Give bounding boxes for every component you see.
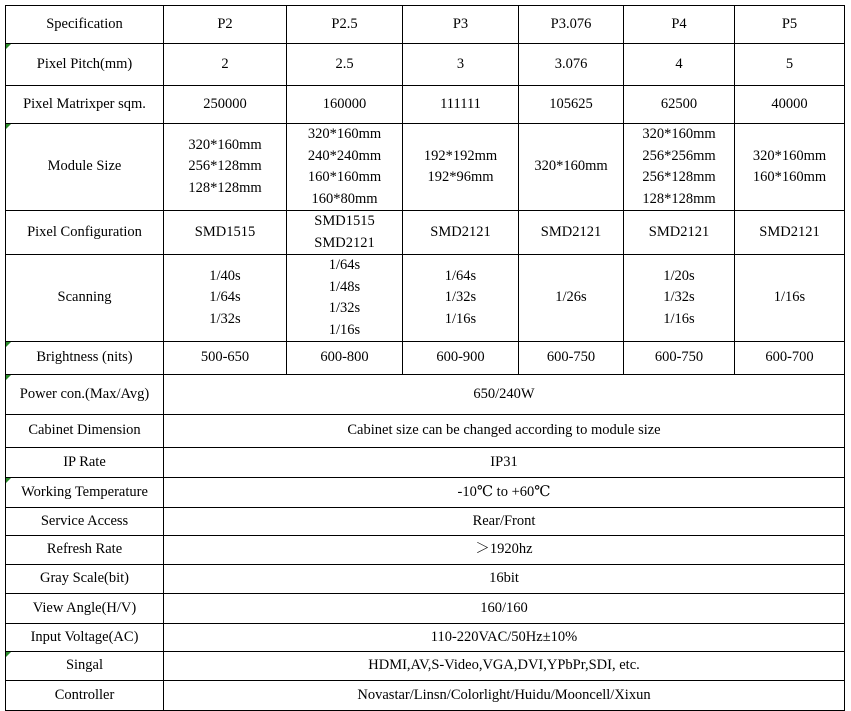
spec-row bbox=[6, 536, 845, 565]
spec-row bbox=[6, 44, 845, 86]
spec-label-cell: Brightness (nits) bbox=[6, 342, 164, 375]
spec-value-cell bbox=[735, 211, 845, 255]
spec-value-cell bbox=[735, 124, 845, 211]
cell-line: 600-750 bbox=[546, 349, 596, 366]
spec-row bbox=[6, 594, 845, 624]
cell-line: 240*240mm bbox=[307, 147, 382, 164]
spec-row bbox=[6, 624, 845, 652]
spec-shared-value-cell: -10℃ to +60℃ bbox=[164, 478, 845, 508]
spec-value-cell bbox=[164, 86, 287, 124]
cell-line: 5 bbox=[785, 55, 794, 72]
spec-value-cell bbox=[519, 211, 624, 255]
spec-row bbox=[6, 681, 845, 711]
cell-line: 320*160mm bbox=[188, 136, 262, 153]
cell-line: 1/40s bbox=[209, 267, 241, 284]
cell-line: 500-650 bbox=[200, 349, 250, 366]
cell-line: SMD2121 bbox=[759, 223, 820, 240]
cell-line: 256*256mm bbox=[642, 147, 716, 164]
spec-value-cell bbox=[403, 86, 519, 124]
model-header-p4: P4 bbox=[624, 6, 735, 44]
spec-value-cell bbox=[287, 124, 403, 211]
spec-shared-value-cell: Novastar/Linsn/Colorlight/Huidu/Mooncell/Xixun bbox=[164, 681, 845, 711]
spec-row bbox=[6, 255, 845, 342]
cell-line: 192*96mm bbox=[427, 169, 494, 185]
cell-line: 128*128mm bbox=[188, 179, 262, 196]
spec-row bbox=[6, 86, 845, 124]
cell-line: 160*160mm bbox=[307, 169, 382, 185]
table-body bbox=[6, 6, 845, 711]
cell-line: 160*80mm bbox=[311, 190, 378, 207]
cell-line: 1/32s bbox=[663, 289, 695, 306]
cell-line: 1/64s bbox=[209, 289, 241, 306]
cell-line: 62500 bbox=[660, 95, 698, 112]
spec-value-cell bbox=[735, 342, 845, 375]
spec-value-cell bbox=[287, 44, 403, 86]
cell-line: 1/32s bbox=[209, 310, 241, 327]
cell-line: SMD2121 bbox=[314, 234, 375, 251]
spec-value-cell bbox=[735, 44, 845, 86]
cell-line: 111111 bbox=[440, 95, 481, 112]
spec-label-cell: Pixel Pitch(mm) bbox=[6, 44, 164, 86]
cell-line: 4 bbox=[675, 55, 683, 72]
cell-line: 2.5 bbox=[335, 55, 354, 72]
spec-value-cell bbox=[519, 44, 624, 86]
spec-value-cell bbox=[287, 342, 403, 375]
spec-row bbox=[6, 124, 845, 211]
spec-row bbox=[6, 652, 845, 681]
cell-line: 600-750 bbox=[654, 349, 704, 366]
cell-line: 320*160mm bbox=[752, 147, 827, 164]
cell-line: SMD2121 bbox=[540, 223, 602, 240]
spec-value-cell bbox=[519, 86, 624, 124]
spec-value-cell bbox=[519, 255, 624, 342]
spec-row bbox=[6, 342, 845, 375]
cell-line: 1/48s bbox=[328, 278, 361, 295]
spec-value-cell bbox=[519, 342, 624, 375]
cell-line: 1/32s bbox=[328, 300, 361, 316]
spec-value-cell bbox=[403, 124, 519, 211]
spec-row bbox=[6, 448, 845, 478]
spec-row bbox=[6, 565, 845, 594]
spec-shared-value-cell: Cabinet size can be changed according to module size bbox=[164, 415, 845, 448]
spec-label-cell: Controller bbox=[6, 681, 164, 711]
model-header-p2: P2 bbox=[164, 6, 287, 44]
spec-shared-value-cell: 650/240W bbox=[164, 375, 845, 415]
spec-label-cell: View Angle(H/V) bbox=[6, 594, 164, 624]
cell-line: 1/26s bbox=[555, 289, 587, 306]
cell-line: 160000 bbox=[322, 95, 367, 112]
cell-line: 600-800 bbox=[320, 349, 369, 366]
spec-value-cell bbox=[403, 342, 519, 375]
cell-line: 2 bbox=[221, 55, 229, 72]
cell-line: 40000 bbox=[771, 95, 808, 112]
spec-row bbox=[6, 375, 845, 415]
cell-line: 600-700 bbox=[765, 349, 814, 366]
cell-line: 3 bbox=[456, 55, 465, 72]
spec-label-cell: Refresh Rate bbox=[6, 536, 164, 565]
spec-label-cell: Scanning bbox=[6, 255, 164, 342]
model-header-p2-5: P2.5 bbox=[287, 6, 403, 44]
cell-line: 1/16s bbox=[663, 310, 695, 327]
cell-line: 600-900 bbox=[436, 349, 485, 366]
spec-label-cell: Cabinet Dimension bbox=[6, 415, 164, 448]
header-label-cell: Specification bbox=[6, 6, 164, 44]
cell-line: SMD2121 bbox=[648, 223, 710, 240]
spec-value-cell bbox=[287, 255, 403, 342]
cell-line: SMD2121 bbox=[430, 223, 491, 240]
cell-line: 1/16s bbox=[444, 310, 477, 327]
spec-value-cell bbox=[164, 44, 287, 86]
spec-shared-value-cell: Rear/Front bbox=[164, 508, 845, 536]
cell-line: 1/16s bbox=[773, 289, 806, 306]
cell-line: 256*128mm bbox=[642, 169, 716, 185]
spec-value-cell bbox=[403, 255, 519, 342]
cell-line: 1/32s bbox=[444, 289, 477, 306]
spec-shared-value-cell: HDMI,AV,S-Video,VGA,DVI,YPbPr,SDI, etc. bbox=[164, 652, 845, 681]
cell-line: 1/64s bbox=[444, 267, 477, 284]
spec-shared-value-cell: ＞1920hz bbox=[164, 536, 845, 565]
cell-line: 1/16s bbox=[328, 321, 361, 338]
cell-line: 320*160mm bbox=[642, 126, 716, 142]
model-header-p3-076: P3.076 bbox=[519, 6, 624, 44]
spec-row bbox=[6, 478, 845, 508]
model-header-p5: P5 bbox=[735, 6, 845, 44]
spec-value-cell bbox=[287, 86, 403, 124]
specification-table bbox=[5, 5, 845, 711]
cell-line: 320*160mm bbox=[307, 126, 382, 142]
spec-value-cell bbox=[519, 124, 624, 211]
cell-line: 320*160mm bbox=[534, 158, 608, 175]
spec-shared-value-cell: 160/160 bbox=[164, 594, 845, 624]
spec-shared-value-cell: 110-220VAC/50Hz±10% bbox=[164, 624, 845, 652]
cell-line: 256*128mm bbox=[188, 158, 262, 175]
spec-value-cell bbox=[403, 211, 519, 255]
cell-line: 250000 bbox=[203, 95, 247, 112]
spec-value-cell bbox=[164, 342, 287, 375]
cell-line: 3.076 bbox=[554, 55, 588, 72]
spec-label-cell: IP Rate bbox=[6, 448, 164, 478]
spec-value-cell bbox=[624, 255, 735, 342]
spec-label-cell: Module Size bbox=[6, 124, 164, 211]
spec-value-cell bbox=[624, 86, 735, 124]
cell-line: 192*192mm bbox=[423, 147, 498, 164]
spec-value-cell bbox=[624, 44, 735, 86]
model-header-p3: P3 bbox=[403, 6, 519, 44]
spec-label-cell: Working Temperature bbox=[6, 478, 164, 508]
spec-value-cell bbox=[624, 342, 735, 375]
cell-line: SMD1515 bbox=[314, 213, 375, 229]
spec-row bbox=[6, 415, 845, 448]
spec-value-cell bbox=[624, 211, 735, 255]
spec-label-cell: Power con.(Max/Avg) bbox=[6, 375, 164, 415]
cell-line: 1/64s bbox=[328, 257, 361, 273]
spec-shared-value-cell: IP31 bbox=[164, 448, 845, 478]
cell-line: SMD1515 bbox=[194, 223, 256, 240]
spec-value-cell bbox=[735, 86, 845, 124]
spec-value-cell bbox=[164, 211, 287, 255]
spec-label-cell: Input Voltage(AC) bbox=[6, 624, 164, 652]
spec-row bbox=[6, 211, 845, 255]
spec-label-cell: Service Access bbox=[6, 508, 164, 536]
header-row bbox=[6, 6, 845, 44]
spec-value-cell bbox=[735, 255, 845, 342]
cell-line: 105625 bbox=[549, 95, 593, 112]
spec-shared-value-cell: 16bit bbox=[164, 565, 845, 594]
spec-label-cell: Pixel Configuration bbox=[6, 211, 164, 255]
spec-value-cell bbox=[164, 124, 287, 211]
spec-label-cell: Pixel Matrixper sqm. bbox=[6, 86, 164, 124]
cell-line: 1/20s bbox=[663, 267, 695, 284]
spec-label-cell: Singal bbox=[6, 652, 164, 681]
spec-row bbox=[6, 508, 845, 536]
cell-line: 128*128mm bbox=[642, 190, 716, 207]
cell-line: 160*160mm bbox=[752, 169, 827, 185]
spec-value-cell bbox=[164, 255, 287, 342]
spec-label-cell: Gray Scale(bit) bbox=[6, 565, 164, 594]
spec-value-cell bbox=[624, 124, 735, 211]
spec-value-cell bbox=[287, 211, 403, 255]
spec-value-cell bbox=[403, 44, 519, 86]
